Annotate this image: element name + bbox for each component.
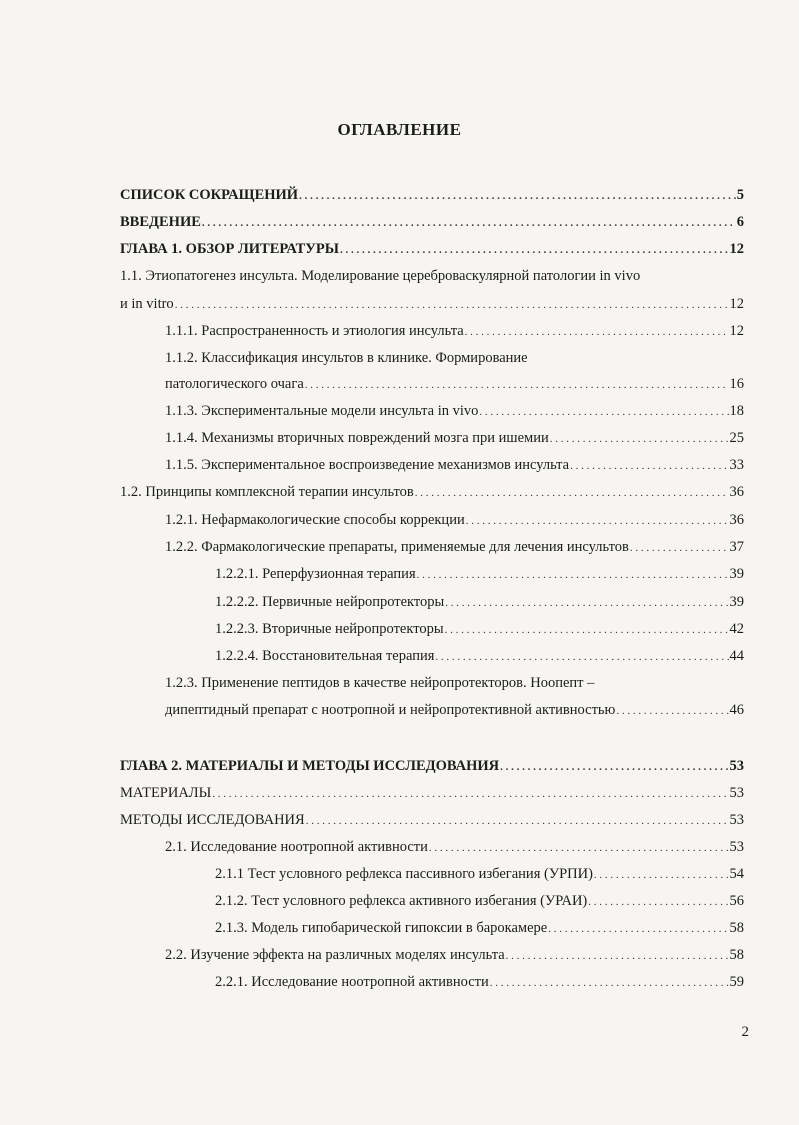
dot-leader (594, 864, 729, 885)
toc-entry-page: 5 (736, 187, 744, 203)
toc-entry (215, 619, 744, 639)
toc-entry-title: 1.1.4. Механизмы вторичных повреждений мозга при ишемии (165, 430, 549, 446)
dot-leader (340, 239, 729, 260)
dot-leader (305, 374, 729, 395)
toc-entry-page: 18 (729, 403, 744, 419)
toc-entry-title: 1.2.2.3. Вторичные нейропротекторы (215, 621, 444, 637)
page-title: ОГЛАВЛЕНИЕ (337, 120, 462, 139)
toc-entry-title: 1.1.1. Распространенность и этиология инсульта (165, 323, 464, 339)
toc-entry-page: 36 (729, 512, 744, 528)
toc-entry-page: 46 (729, 702, 744, 718)
dot-leader (202, 212, 736, 233)
toc-entry-title: 1.2.3. Применение пептидов в качестве нейропротекторов. Ноопепт – (165, 675, 595, 691)
page-number: 2 (741, 1024, 749, 1040)
toc-entry-page: 42 (729, 621, 744, 637)
dot-leader (445, 592, 728, 613)
dot-leader (506, 945, 729, 966)
toc-entry-title: ГЛАВА 1. ОБЗОР ЛИТЕРАТУРЫ (120, 241, 339, 257)
dot-leader (445, 619, 729, 640)
toc-entry-page: 54 (729, 866, 744, 882)
toc-entry-page: 39 (729, 594, 744, 610)
toc-entry-title: 1.1.5. Экспериментальное воспроизведение механизмов инсульта (165, 457, 570, 473)
toc-entry (165, 510, 744, 530)
dot-leader (435, 646, 728, 667)
toc-entry-page: 53 (729, 758, 744, 774)
toc-entry (165, 537, 744, 557)
toc-entry (120, 783, 744, 803)
dot-leader (616, 700, 728, 721)
dot-leader (570, 455, 728, 476)
dot-leader (429, 837, 729, 858)
toc-entry-page: 12 (729, 241, 744, 257)
toc-entry (215, 891, 744, 911)
dot-leader (417, 564, 729, 585)
toc-entry-title: 1.1.2. Классификация инсультов в клинике. Формирование (165, 350, 528, 366)
toc-entry-page: 53 (729, 785, 744, 801)
toc-entry-title: 2.1.2. Тест условного рефлекса активного избегания (УРАИ) (215, 893, 588, 909)
dot-leader (466, 510, 729, 531)
toc-entry-page: 56 (729, 893, 744, 909)
toc-entry-page: 36 (729, 484, 744, 500)
toc-entry-page: 53 (729, 812, 744, 828)
toc-entry-title: 1.2.2.4. Восстановительная терапия (215, 648, 435, 664)
toc-entry-title: МЕТОДЫ ИССЛЕДОВАНИЯ (120, 812, 305, 828)
dot-leader (630, 537, 729, 558)
toc-entry (120, 810, 744, 830)
toc-entry (165, 401, 744, 421)
toc-entry-page: 58 (729, 920, 744, 936)
dot-leader (465, 321, 729, 342)
toc-entry (165, 837, 744, 857)
toc-entry-page: 53 (729, 839, 744, 855)
toc-entry (215, 646, 744, 666)
toc-entry-title: ГЛАВА 2. МАТЕРИАЛЫ И МЕТОДЫ ИССЛЕДОВАНИЯ (120, 758, 500, 774)
toc-entry-title: 2.1. Исследование ноотропной активности (165, 839, 428, 855)
toc-entry-title: 1.2.1. Нефармакологические способы коррекции (165, 512, 465, 528)
dot-leader (500, 756, 728, 777)
toc-entry-title: 1.2.2.1. Реперфузионная терапия (215, 566, 416, 582)
toc-entry-page: 59 (729, 974, 744, 990)
toc-entry-title: 2.1.1 Тест условного рефлекса пассивного избегания (УРПИ) (215, 866, 593, 882)
toc-entry (215, 564, 744, 584)
toc-entry-page: 33 (729, 457, 744, 473)
toc-entry (120, 756, 744, 776)
dot-leader (550, 428, 729, 449)
toc-entry-page: 16 (729, 376, 744, 392)
toc-entry-page: 37 (729, 539, 744, 555)
toc-entry-title: 2.2. Изучение эффекта на различных моделях инсульта (165, 947, 505, 963)
dot-leader (299, 185, 736, 206)
toc-entry (215, 918, 744, 938)
toc-entry-page: 58 (729, 947, 744, 963)
toc-entry-page: 12 (729, 323, 744, 339)
toc-entry (215, 972, 744, 992)
toc-entry-title: 1.2. Принципы комплексной терапии инсультов (120, 484, 414, 500)
toc-entry-title: 2.2.1. Исследование ноотропной активности (215, 974, 489, 990)
toc-entry-title-cont: дипептидный препарат с ноотропной и нейропротективной активностью (165, 702, 616, 718)
toc-entry-title-cont: патологического очага (165, 376, 304, 392)
toc-entry-page: 39 (729, 566, 744, 582)
dot-leader (490, 972, 729, 993)
toc-entry (120, 212, 744, 232)
toc-entry (165, 455, 744, 475)
toc-entry (165, 321, 744, 341)
toc-entry-page: 12 (729, 296, 744, 312)
toc-entry (215, 592, 744, 612)
dot-leader (306, 810, 729, 831)
dot-leader (588, 891, 728, 912)
toc-entry (215, 864, 744, 884)
toc-entry-page: 44 (729, 648, 744, 664)
toc-entry-title: 2.1.3. Модель гипобарической гипоксии в барокамере (215, 920, 548, 936)
toc-entry (120, 185, 744, 205)
toc-entry (120, 482, 744, 502)
toc-entry-title-cont: и in vitro (120, 296, 174, 312)
toc-entry-page: 6 (736, 214, 744, 230)
toc-entry (165, 428, 744, 448)
toc-entry-title: МАТЕРИАЛЫ (120, 785, 212, 801)
dot-leader (415, 482, 729, 503)
toc-entry-title: 1.2.2.2. Первичные нейропротекторы (215, 594, 445, 610)
toc-entry-title: ВВЕДЕНИЕ (120, 214, 201, 230)
toc-entry-title: 1.1.3. Экспериментальные модели инсульта in vivo (165, 403, 479, 419)
dot-leader (175, 294, 729, 315)
toc-entry (120, 294, 744, 314)
toc-entry (165, 374, 744, 394)
toc-entry-title: 1.1. Этиопатогенез инсульта. Моделирование цереброваскулярной патологии in vivo (120, 268, 641, 284)
toc-entry (165, 700, 744, 720)
toc-entry-page: 25 (729, 430, 744, 446)
toc-entry-title: СПИСОК СОКРАЩЕНИЙ (120, 187, 299, 203)
dot-leader (479, 401, 728, 422)
toc-entry-title: 1.2.2. Фармакологические препараты, применяемые для лечения инсультов (165, 539, 629, 555)
toc-entry (165, 945, 744, 965)
dot-leader (548, 918, 728, 939)
dot-leader (212, 783, 728, 804)
toc-entry (120, 239, 744, 259)
